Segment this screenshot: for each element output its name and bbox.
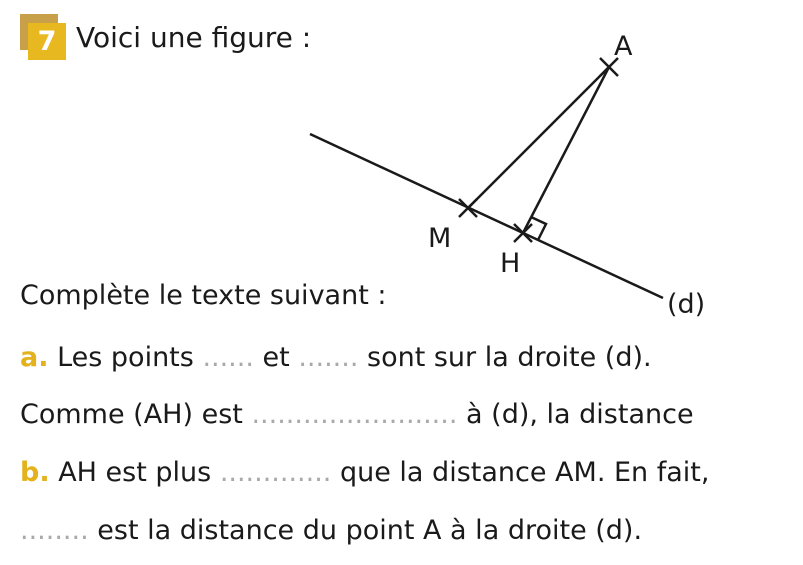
label-line-d: (d)	[667, 289, 706, 320]
label-point-m: M	[428, 223, 452, 254]
point-h-cross	[514, 224, 532, 242]
question-a-text-3: sont sur la droite (d).	[367, 342, 652, 373]
answer-blank-2[interactable]: .......	[298, 342, 359, 373]
label-point-h: H	[500, 248, 521, 279]
line-d	[310, 134, 663, 298]
question-b-text-2: que la distance AM. En fait,	[339, 457, 710, 488]
question-b-letter: b.	[20, 457, 50, 488]
segment-ah	[523, 67, 609, 233]
answer-blank-5[interactable]: ........	[20, 515, 89, 546]
question-a-line-1	[20, 340, 652, 376]
label-point-a: A	[614, 31, 633, 62]
question-b-line-2	[20, 513, 642, 549]
answer-blank-1[interactable]: ......	[202, 342, 254, 373]
question-b-text-3: est la distance du point A à la droite (d).	[97, 515, 643, 546]
exercise-title: Voici une figure :	[76, 21, 312, 54]
point-m-cross	[459, 199, 477, 217]
question-a-line-2	[20, 397, 694, 433]
exercise-number: 7	[28, 23, 66, 60]
answer-blank-3[interactable]: ........................	[251, 399, 458, 430]
question-a-letter: a.	[20, 342, 49, 373]
question-a-text-4: Comme (AH) est	[20, 399, 243, 430]
question-a-text-2: et	[262, 342, 290, 373]
question-b-text-1: AH est plus	[58, 457, 212, 488]
instruction: Complète le texte suivant :	[20, 280, 387, 311]
question-a-text-1: Les points	[57, 342, 194, 373]
question-a-text-5: à (d), la distance	[466, 399, 694, 430]
segment-am	[468, 67, 609, 208]
question-b-line-1	[20, 455, 709, 491]
answer-blank-4[interactable]: .............	[219, 457, 332, 488]
